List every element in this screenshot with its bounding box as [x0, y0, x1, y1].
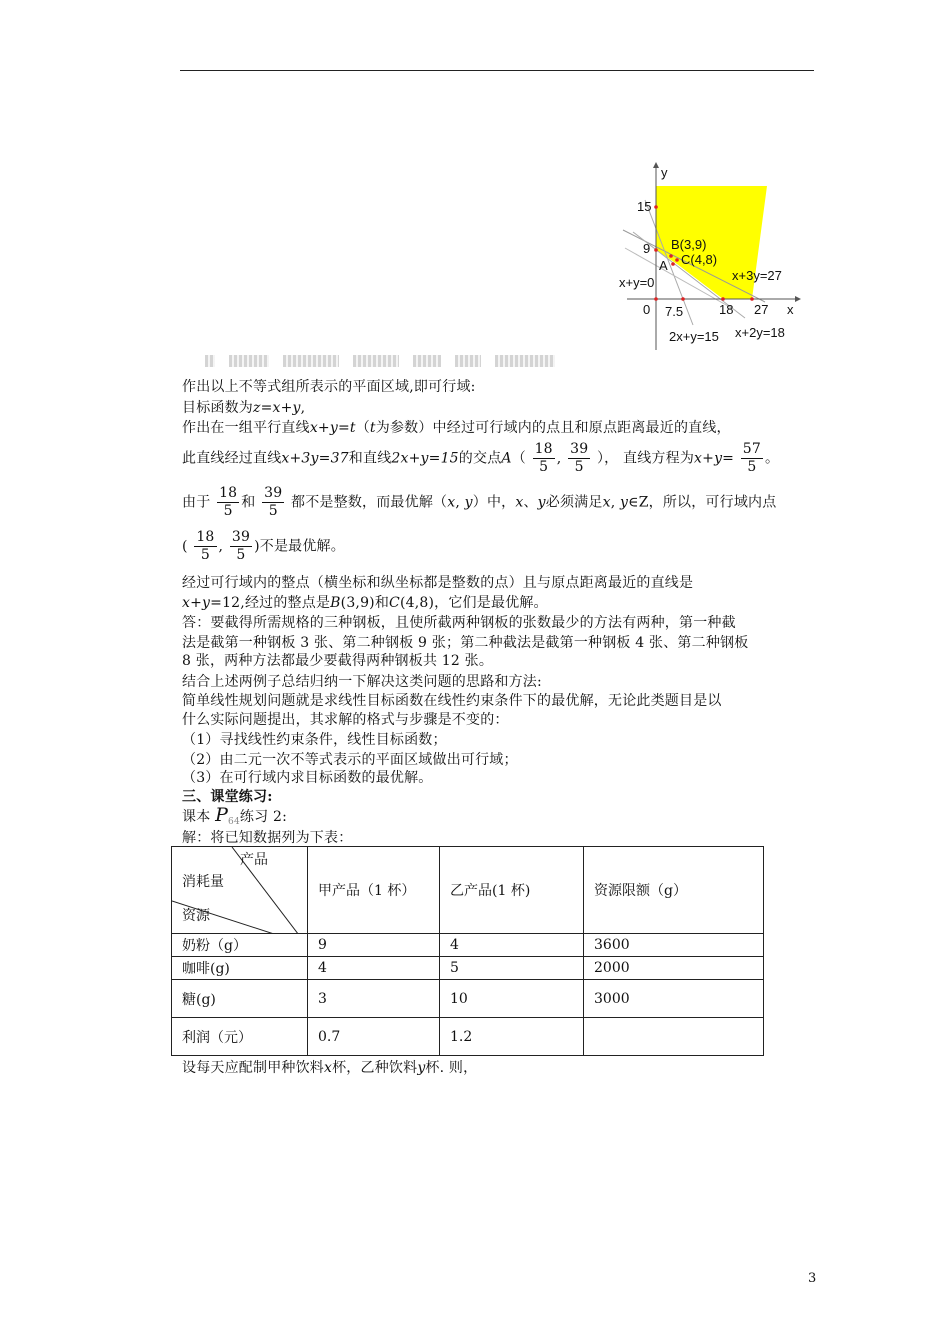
- para-line-7: 经过可行域内的整点（横坐标和纵坐标都是整数的点）且与原点距离最近的直线是: [182, 575, 694, 591]
- table-cell: 5: [440, 957, 584, 980]
- tick-x-18: 18: [719, 302, 734, 317]
- line-2xy-label: 2x+y=15: [669, 329, 719, 344]
- para-line-10: 法是截第一种钢板 3 张、第二种钢板 9 张；第二种截法是截第一种钢板 4 张、第二种钢板: [182, 635, 749, 651]
- section-heading: 三、课堂练习:: [182, 789, 273, 805]
- table-cell: 2000: [584, 957, 764, 980]
- blurred-text-strip: [205, 352, 585, 368]
- table-cell: 奶粉（g）: [172, 934, 308, 957]
- y-axis-label: y: [661, 165, 668, 180]
- table-cell: 4: [440, 934, 584, 957]
- table-cell: 3000: [584, 980, 764, 1018]
- fraction-39-5-b: $\frac{39}{5}$: [264, 485, 283, 519]
- para-line-6: ( $\frac{18}{5}$ , $\frac{39}{5}$ )不是最优解。: [182, 529, 345, 563]
- para-line-8: x+y=12,经过的整点是B(3,9)和C(4,8)，它们是最优解。: [182, 595, 548, 611]
- x-axis-label: x: [787, 302, 794, 317]
- fraction-39-5-c: $\frac{39}{5}$: [231, 529, 251, 563]
- table-row: [172, 957, 764, 980]
- feasible-region-graph: [615, 160, 825, 352]
- para-line-3: 作出在一组平行直线x+y=t（t为参数）中经过可行域内的点且和原点距离最近的直线，: [182, 420, 731, 436]
- para-line-15: （1）寻找线性约束条件，线性目标函数；: [182, 732, 447, 748]
- para-line-4: 此直线经过直线x+3y=37和直线2x+y=15的交点A（ $\frac{18}{5}$ , $\frac{39}{5}$ ）， 直线方程为x+y= $\frac{57}{5}$ 。: [182, 441, 780, 475]
- fraction-39-5: $\frac{39}{5}$: [570, 441, 589, 475]
- para-line-14: 什么实际问题提出，其求解的格式与步骤是不变的：: [182, 712, 509, 728]
- fraction-18-5-b: $\frac{18}{5}$: [219, 485, 238, 519]
- table-cell: 糖(g): [172, 980, 308, 1018]
- table-cell: 0.7: [308, 1018, 440, 1056]
- table-cell: 利润（元）: [172, 1018, 308, 1056]
- table-header-cell: 乙产品(1 杯): [440, 847, 584, 934]
- corner-label-product: 产品: [240, 852, 268, 868]
- tick-y-15: 15: [637, 199, 652, 214]
- data-table: [171, 846, 764, 1056]
- line-xy0-label: x+y=0: [619, 275, 655, 290]
- line-x3y-label: x+3y=27: [732, 268, 782, 283]
- para-line-19: 课本 $P_{64}$练习 2:: [182, 804, 287, 827]
- para-line-11: 8 张，两种方法都最少要截得两种钢板共 12 张。: [182, 653, 494, 669]
- corner-label-resource: 资源: [182, 908, 210, 924]
- corner-label-consumption: 消耗量: [182, 874, 224, 890]
- y-axis-arrow: [653, 162, 659, 168]
- table-cell: 10: [440, 980, 584, 1018]
- table-cell: 1.2: [440, 1018, 584, 1056]
- table-row: [172, 980, 764, 1018]
- para-line-21: 设每天应配制甲种饮料x杯，乙种饮料y杯. 则，: [182, 1060, 478, 1076]
- point-c-label: C(4,8): [681, 252, 718, 267]
- x-axis-arrow: [795, 296, 801, 302]
- table-cell: 3600: [584, 934, 764, 957]
- table-row: [172, 934, 764, 957]
- table-header-cell: 甲产品（1 杯）: [308, 847, 440, 934]
- para-line-12: 结合上述两例子总结归纳一下解决这类问题的思路和方法:: [182, 674, 542, 690]
- line-x2y-label: x+2y=18: [735, 325, 785, 340]
- header-rule: [180, 70, 814, 71]
- table-cell: 咖啡(g): [172, 957, 308, 980]
- para-line-16: （2）由二元一次不等式表示的平面区域做出可行域；: [182, 752, 518, 768]
- para-line-2: 目标函数为z=x+y,: [182, 400, 306, 416]
- para-line-5: 由于 $\frac{18}{5}$ 和 $\frac{39}{5}$ 都不是整数，而最优解（x, y）中，x、y必须满足x, y∈Z，所以，可行域内点: [182, 485, 777, 519]
- tick-x-7-5: 7.5: [665, 304, 684, 319]
- table-row: [172, 1018, 764, 1056]
- table-corner-cell: [172, 847, 308, 934]
- page-number: 3: [808, 1271, 817, 1286]
- para-line-17: （3）在可行域内求目标函数的最优解。: [182, 770, 433, 786]
- table-cell: [584, 1018, 764, 1056]
- para-line-20: 解：将已知数据列为下表：: [182, 830, 353, 846]
- para-line-1: 作出以上不等式组所表示的平面区域,即可行域:: [182, 379, 476, 395]
- point-b-label: B(3,9): [671, 237, 707, 252]
- table-header-cell: 资源限额（g）: [584, 847, 764, 934]
- fraction-18-5-c: $\frac{18}{5}$: [196, 529, 215, 563]
- para-line-13: 简单线性规划问题就是求线性目标函数在线性约束条件下的最优解，无论此类题目是以: [182, 693, 722, 709]
- fraction-18-5: $\frac{18}{5}$: [534, 441, 553, 475]
- tick-y-9: 9: [643, 241, 651, 256]
- table-cell: 4: [308, 957, 440, 980]
- para-line-9: 答：要截得所需规格的三种钢板，且使所截两种钢板的张数最少的方法有两种，第一种截: [182, 615, 736, 631]
- table-cell: 9: [308, 934, 440, 957]
- table-cell: 3: [308, 980, 440, 1018]
- point-a-label: A: [659, 258, 668, 273]
- table-header-row: [172, 847, 764, 934]
- fraction-57-5: $\frac{57}{5}$: [742, 441, 761, 475]
- tick-x-0: 0: [643, 302, 651, 317]
- tick-x-27: 27: [754, 302, 769, 317]
